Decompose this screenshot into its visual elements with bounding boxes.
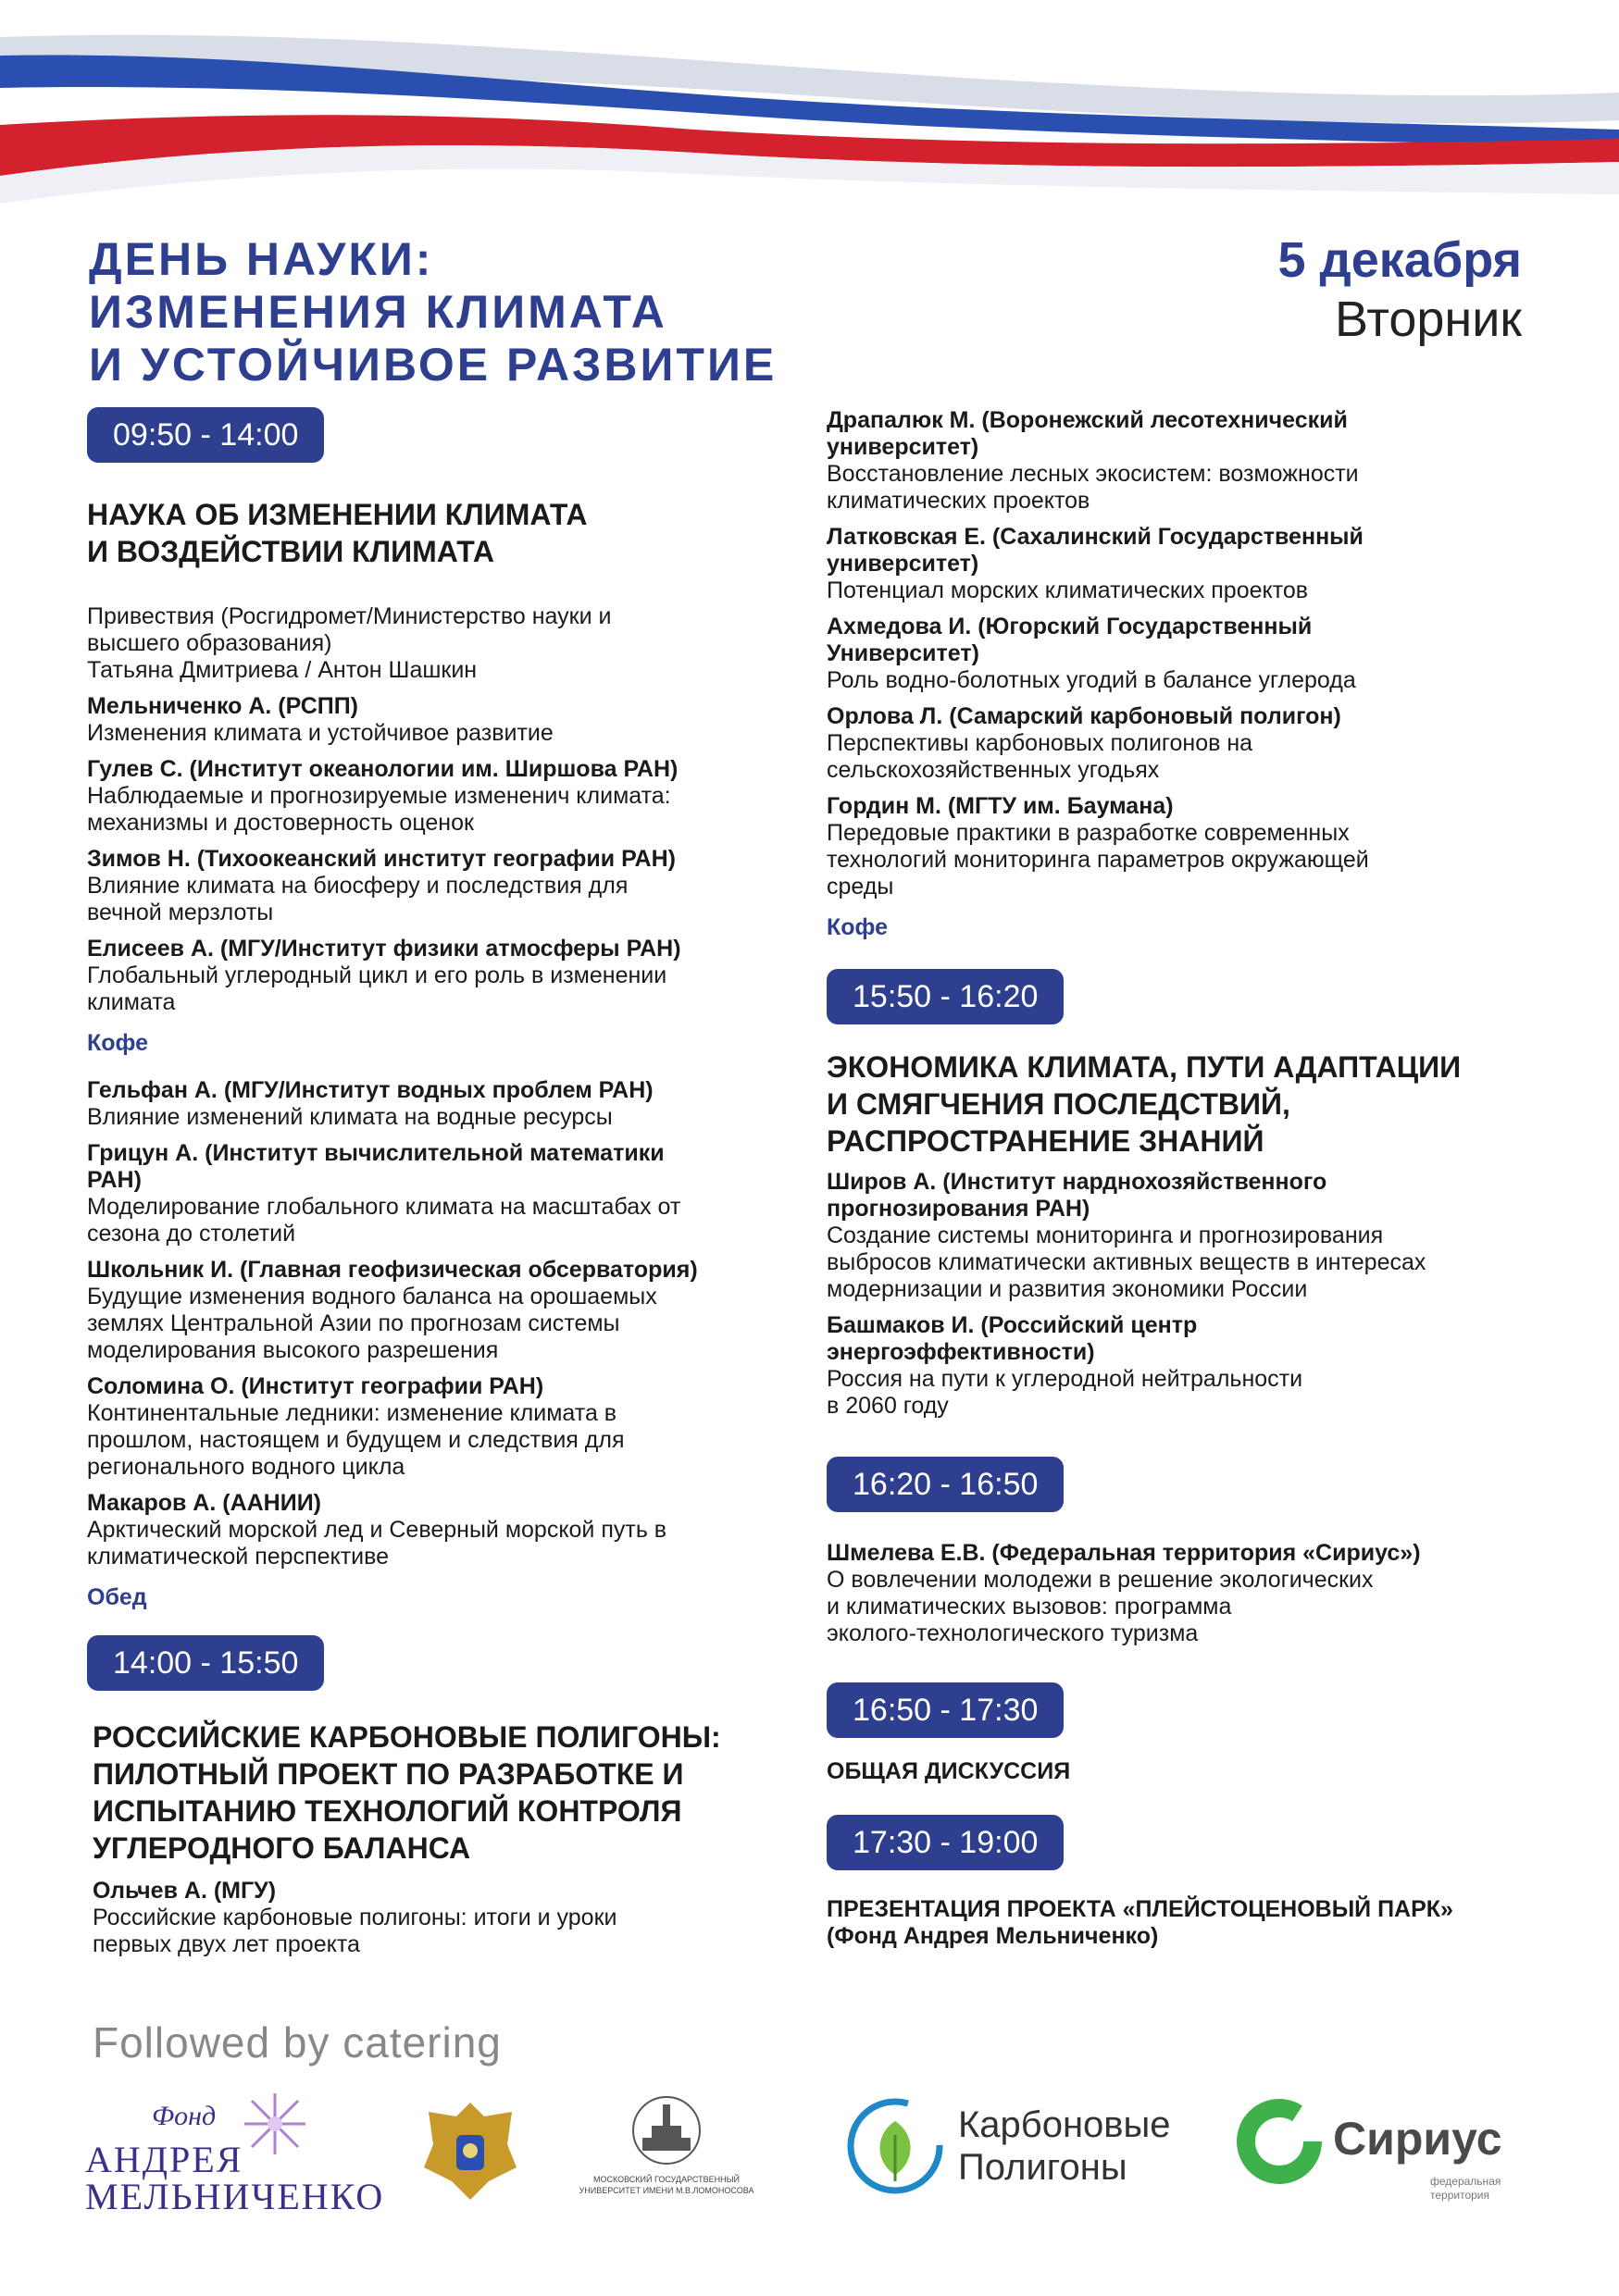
speaker-line: Грицун А. (Институт вычислительной математики (87, 1140, 665, 1166)
sirius-logo (1236, 2093, 1532, 2204)
topic-line: Создание системы мониторинга и прогнозирования (827, 1222, 1384, 1248)
speaker (827, 703, 1530, 730)
topic-line: выбросов климатически активных веществ в интересах (827, 1249, 1426, 1275)
topic (827, 577, 1530, 604)
agenda-item (827, 703, 1530, 784)
right-column (827, 407, 1530, 1950)
topic (93, 1905, 791, 1958)
topic-line: моделирования высокого разрешения (87, 1337, 499, 1363)
topic-line: Восстановление лесных экосистем: возможности (827, 461, 1359, 487)
page-title-line: ИЗМЕНЕНИЯ КЛИМАТА (89, 286, 667, 338)
topic-line: технологий мониторинга параметров окружающей (827, 847, 1369, 873)
section-title-line: ЭКОНОМИКА КЛИМАТА, ПУТИ АДАПТАЦИИ (827, 1050, 1462, 1084)
speaker (87, 693, 791, 720)
msu-logo (565, 2093, 768, 2204)
speaker-line: университет) (827, 551, 979, 577)
topic-line: вечной мерзлоты (87, 900, 274, 925)
page-title-line: ДЕНЬ НАУКИ: (89, 233, 434, 285)
agenda-item (87, 1077, 791, 1131)
topic-line: Влияние изменений климата на водные ресурсы (87, 1104, 613, 1130)
logo-line: Карбоновые (958, 2104, 1171, 2145)
intro-text (87, 603, 791, 684)
speaker-line: Ольчев А. (МГУ) (93, 1878, 277, 1904)
topic-line: прошлом, настоящем и будущем и следствия для (87, 1427, 625, 1453)
agenda-item (87, 936, 791, 1016)
flag-ribbon (0, 0, 1619, 213)
left-column (87, 407, 791, 1967)
topic-line: Российские карбоновые полигоны: итоги и уроки (93, 1905, 617, 1930)
agenda-item (827, 1169, 1530, 1303)
speaker (87, 846, 791, 873)
section-title-line: И ВОЗДЕЙСТВИИ КЛИМАТА (87, 535, 494, 568)
time-badge: 15:50 - 16:20 (827, 969, 1064, 1024)
time-badge: 16:50 - 17:30 (827, 1682, 1064, 1738)
speaker-line: Елисеев А. (МГУ/Институт физики атмосферы РАН) (87, 936, 681, 962)
agenda-item (87, 693, 791, 747)
topic-line: регионального водного цикла (87, 1454, 405, 1480)
section-title-line: РАСПРОСТРАНЕНИЕ ЗНАНИЙ (827, 1124, 1264, 1158)
section-title (827, 1049, 1530, 1160)
agenda-item (827, 407, 1530, 515)
speaker-line: Гулев С. (Институт океанологии им. Ширшова РАН) (87, 756, 679, 782)
speaker (87, 1257, 791, 1284)
topic (87, 720, 791, 747)
topic-line: Будущие изменения водного баланса на орошаемых (87, 1284, 657, 1309)
speaker-line: Гельфан А. (МГУ/Институт водных проблем РАН) (87, 1077, 654, 1103)
speaker-line: Университет) (827, 640, 979, 666)
topic (87, 873, 791, 926)
topic-line: и климатических вызовов: программа (827, 1594, 1232, 1620)
lunch-break-label: Обед (87, 1584, 147, 1610)
sirius-name: Сириус (1333, 2113, 1502, 2165)
topic-line: Потенциал морских климатических проектов (827, 577, 1309, 603)
topic-line: Глобальный углеродный цикл и его роль в изменении (87, 962, 667, 988)
topic-line: Россия на пути к углеродной нейтральности (827, 1366, 1303, 1392)
speaker (827, 1169, 1530, 1222)
speaker (827, 614, 1530, 667)
section-title (93, 1719, 791, 1867)
section-title-line: ИСПЫТАНИЮ ТЕХНОЛОГИЙ КОНТРОЛЯ (93, 1794, 682, 1828)
coffee-break-label: Кофе (827, 914, 888, 940)
topic-line: первых двух лет проекта (93, 1931, 360, 1957)
topic-line: сезона до столетий (87, 1221, 296, 1247)
topic (87, 783, 791, 837)
event-date (1277, 231, 1522, 350)
logo-line: МОСКОВСКИЙ ГОСУДАРСТВЕННЫЙ (592, 2175, 741, 2184)
presentation-title (827, 1896, 1530, 1950)
speaker (827, 524, 1530, 577)
speaker-line: энергоэффективности) (827, 1339, 1095, 1365)
logo-line: территория (1430, 2189, 1489, 2202)
logo-line: федеральная (1430, 2175, 1501, 2188)
speaker (827, 1540, 1530, 1567)
topic-line: Изменения климата и устойчивое развитие (87, 720, 554, 746)
presentation-title-line: (Фонд Андрея Мельниченко) (827, 1923, 1159, 1949)
page-title (89, 233, 922, 391)
agenda-item (827, 614, 1530, 694)
melnichenko-foundation-logo (85, 2101, 400, 2217)
topic (827, 461, 1530, 515)
topic (827, 667, 1530, 694)
agenda-item (87, 756, 791, 837)
weekday-label: Вторник (1334, 292, 1522, 347)
agenda-item (93, 1878, 791, 1958)
date-label: 5 декабря (1277, 232, 1522, 288)
intro-line: Татьяна Дмитриева / Антон Шашкин (87, 657, 478, 683)
speaker-line: Шмелева Е.В. (Федеральная территория «Сириус») (827, 1540, 1421, 1566)
section-title-line: НАУКА ОБ ИЗМЕНЕНИИ КЛИМАТА (87, 498, 588, 531)
section-title-line: ПИЛОТНЫЙ ПРОЕКТ ПО РАЗРАБОТКЕ И (93, 1757, 684, 1791)
logo-line: АНДРЕЯ (85, 2139, 243, 2180)
catering-note: Followed by catering (93, 2018, 502, 2066)
star-icon (243, 2091, 307, 2156)
time-badge: 09:50 - 14:00 (87, 407, 324, 463)
topic-line: Передовые практики в разработке современных (827, 820, 1350, 846)
speaker (827, 407, 1530, 461)
time-badge: 16:20 - 16:50 (827, 1457, 1064, 1512)
topic-line: Континентальные ледники: изменение климата в (87, 1400, 617, 1426)
speaker-line: Орлова Л. (Самарский карбоновый полигон) (827, 703, 1341, 729)
topic-line: климатической перспективе (87, 1544, 390, 1570)
speaker-line: Драпалюк М. (Воронежский лесотехнический (827, 407, 1348, 433)
topic-line: Влияние климата на биосферу и последствия для (87, 873, 629, 899)
speaker (827, 793, 1530, 820)
logo-line: УНИВЕРСИТЕТ ИМЕНИ М.В.ЛОМОНОСОВА (579, 2186, 754, 2195)
speaker-line: РАН) (87, 1167, 142, 1193)
intro-line: высшего образования) (87, 630, 332, 656)
page-title-line: И УСТОЙЧИВОЕ РАЗВИТИЕ (89, 339, 778, 391)
topic-line: в 2060 году (827, 1393, 949, 1419)
leaf-icon (842, 2093, 949, 2200)
coffee-break-label: Кофе (87, 1030, 148, 1056)
speaker-line: Ахмедова И. (Югорский Государственный (827, 614, 1313, 639)
agenda-item (87, 1140, 791, 1247)
speaker (87, 756, 791, 783)
intro-line: Привествия (Росгидромет/Министерство науки и (87, 603, 612, 629)
topic-line: модернизации и развития экономики России (827, 1276, 1308, 1302)
topic (827, 820, 1530, 900)
carbon-polygons-logo (842, 2093, 1194, 2204)
agenda-item (87, 1490, 791, 1570)
speaker-line: Школьник И. (Главная геофизическая обсерватория) (87, 1257, 698, 1283)
speaker-line: Макаров А. (ААНИИ) (87, 1490, 322, 1516)
topic-line: Наблюдаемые и прогнозируемые измененич климата: (87, 783, 671, 809)
speaker-line: прогнозирования РАН) (827, 1196, 1090, 1222)
section-title-line: И СМЯГЧЕНИЯ ПОСЛЕДСТВИЙ, (827, 1087, 1290, 1121)
speaker (87, 1077, 791, 1104)
speaker-line: Башмаков И. (Российский центр (827, 1312, 1198, 1338)
agenda-item (827, 793, 1530, 900)
agenda-item (87, 1257, 791, 1364)
topic (827, 1366, 1530, 1420)
time-badge: 14:00 - 15:50 (87, 1635, 324, 1691)
discussion-title: ОБЩАЯ ДИСКУССИЯ (827, 1758, 1071, 1784)
logo-line: МЕЛЬНИЧЕНКО (85, 2176, 385, 2217)
topic-line: сельскохозяйственных угодьях (827, 757, 1160, 783)
speaker-line: Гордин М. (МГТУ им. Баумана) (827, 793, 1174, 819)
speaker (827, 1312, 1530, 1366)
topic-line: Перспективы карбоновых полигонов на (827, 730, 1253, 756)
section-title-line: УГЛЕРОДНОГО БАЛАНСА (93, 1831, 471, 1865)
speaker-line: университет) (827, 434, 979, 460)
msu-building-icon (629, 2093, 704, 2167)
topic (87, 1194, 791, 1247)
speaker-line: Соломина О. (Институт географии РАН) (87, 1373, 544, 1399)
topic (87, 1400, 791, 1481)
presentation-title-line: ПРЕЗЕНТАЦИЯ ПРОЕКТА «ПЛЕЙСТОЦЕНОВЫЙ ПАРК» (827, 1896, 1453, 1922)
agenda-item (827, 1540, 1530, 1647)
section-title-line: РОССИЙСКИЕ КАРБОНОВЫЕ ПОЛИГОНЫ: (93, 1720, 721, 1754)
speaker-line: Зимов Н. (Тихоокеанский институт географии РАН) (87, 846, 676, 872)
topic-line: Арктический морской лед и Северный морской путь в (87, 1517, 667, 1543)
topic (87, 962, 791, 1016)
topic-line: среды (827, 874, 894, 900)
section-title (87, 496, 791, 570)
speaker-line: Латковская Е. (Сахалинский Государственный (827, 524, 1364, 550)
topic-line: климата (87, 989, 176, 1015)
speaker-line: Широв А. (Институт нарднохозяйственного (827, 1169, 1327, 1195)
topic (827, 730, 1530, 784)
topic (827, 1567, 1530, 1647)
topic (87, 1284, 791, 1364)
speaker (93, 1878, 791, 1905)
speaker (87, 936, 791, 962)
topic (87, 1104, 791, 1131)
topic-line: Моделирование глобального климата на масштабах от (87, 1194, 681, 1220)
agenda-item (87, 1373, 791, 1481)
topic-line: землях Центральной Азии по прогнозам системы (87, 1310, 620, 1336)
agenda-item (827, 1312, 1530, 1420)
sirius-ring-icon (1236, 2098, 1324, 2186)
logo-line: Полигоны (958, 2147, 1127, 2188)
topic (87, 1517, 791, 1570)
speaker (87, 1140, 791, 1194)
topic-line: климатических проектов (827, 488, 1090, 514)
speaker (87, 1490, 791, 1517)
coat-of-arms-icon (415, 2093, 526, 2204)
agenda-item (87, 846, 791, 926)
time-badge: 17:30 - 19:00 (827, 1815, 1064, 1870)
topic (827, 1222, 1530, 1303)
topic-line: О вовлечении молодежи в решение экологических (827, 1567, 1374, 1593)
topic-line: Роль водно-болотных угодий в балансе углерода (827, 667, 1356, 693)
speaker-line: Мельниченко А. (РСПП) (87, 693, 359, 719)
topic-line: эколого-технологического туризма (827, 1620, 1199, 1646)
agenda-item (827, 524, 1530, 604)
logo-small-text: Фонд (152, 2101, 217, 2131)
speaker (87, 1373, 791, 1400)
topic-line: механизмы и достоверность оценок (87, 810, 474, 836)
